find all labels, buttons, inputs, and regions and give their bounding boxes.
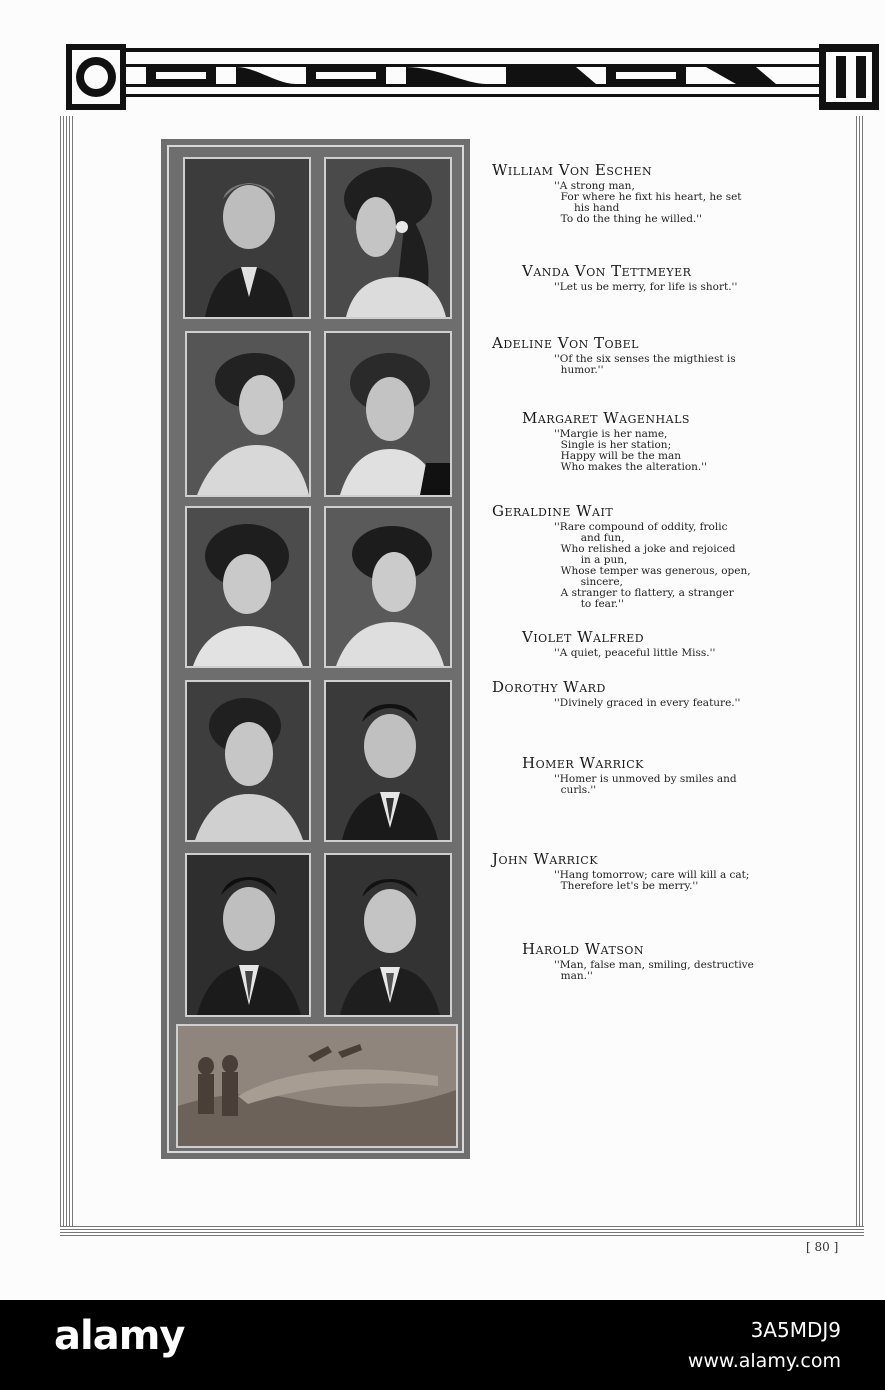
- watermark-logo: alamy: [54, 1313, 185, 1359]
- portrait-adeline-von-tobel: [185, 331, 311, 497]
- bottom-border: [60, 1226, 864, 1236]
- entry-margaret-wagenhals: [522, 409, 707, 473]
- student-quote: ''A quiet, peaceful little Miss.'': [554, 647, 716, 659]
- left-border: [60, 116, 74, 1234]
- student-name: Vanda Von Tettmeyer: [522, 262, 692, 280]
- portrait-homer-warrick: [324, 680, 452, 842]
- entry-dorothy-ward: [492, 678, 740, 709]
- portrait-dorothy-ward: [185, 680, 311, 842]
- student-quote: ''Homer is unmoved by smiles and curls.'': [554, 773, 737, 796]
- entry-harold-watson: [522, 940, 754, 982]
- portrait-william-von-eschen: [183, 157, 311, 319]
- right-border: [856, 116, 864, 1234]
- page-number: [ 80 ]: [806, 1240, 839, 1254]
- header-banner: [66, 44, 879, 110]
- student-quote: ''Let us be merry, for life is short.'': [554, 281, 738, 293]
- student-name: Violet Walfred: [522, 628, 645, 646]
- student-quote: ''Of the six senses the migthiest is humor.'': [554, 353, 736, 376]
- student-name: Margaret Wagenhals: [522, 409, 690, 427]
- portrait-vanda-von-tettmeyer: [324, 157, 452, 319]
- student-name: Adeline Von Tobel: [492, 334, 639, 352]
- portrait-geraldine-wait: [185, 506, 311, 668]
- portrait-violet-walfred: [324, 506, 452, 668]
- entry-william-von-eschen: [492, 161, 742, 225]
- entry-geraldine-wait: [492, 502, 751, 610]
- student-name: Homer Warrick: [522, 754, 644, 772]
- student-name: Harold Watson: [522, 940, 644, 958]
- student-name: William Von Eschen: [492, 161, 653, 179]
- entry-homer-warrick: [522, 754, 737, 796]
- student-quote: ''Divinely graced in every feature.'': [554, 697, 741, 709]
- portrait-margaret-wagenhals: [324, 331, 452, 497]
- watermark-url: www.alamy.com: [687, 1350, 841, 1372]
- portrait-john-warrick: [185, 853, 311, 1017]
- student-quote: ''Man, false man, smiling, destructive man.'': [554, 959, 754, 982]
- entry-violet-walfred: [522, 628, 715, 659]
- student-quote: ''A strong man, For where he fixt his heart, he set his hand To do the thing he willed.'': [554, 180, 742, 225]
- banner-art: [66, 44, 879, 110]
- watermark-image-id: 3A5MDJ9: [750, 1318, 841, 1342]
- student-quote: ''Margie is her name, Single is her station; Happy will be the man Who makes the alteration.'': [554, 428, 708, 473]
- entry-adeline-von-tobel: [492, 334, 736, 376]
- student-quote: ''Rare compound of oddity, frolic and fun, Who relished a joke and rejoiced in a pun, Whose temper was generous, open, sincere, A stranger to flattery, a stranger to fear.'': [554, 521, 751, 610]
- student-name: Dorothy Ward: [492, 678, 606, 696]
- student-quote: ''Hang tomorrow; care will kill a cat; Therefore let's be merry.'': [554, 869, 750, 892]
- portrait-harold-watson: [324, 853, 452, 1017]
- decorative-illustration: [176, 1024, 458, 1148]
- entry-john-warrick: [492, 850, 749, 892]
- student-name: John Warrick: [492, 850, 598, 868]
- entry-vanda-von-tettmeyer: [522, 262, 737, 293]
- student-name: Geraldine Wait: [492, 502, 614, 520]
